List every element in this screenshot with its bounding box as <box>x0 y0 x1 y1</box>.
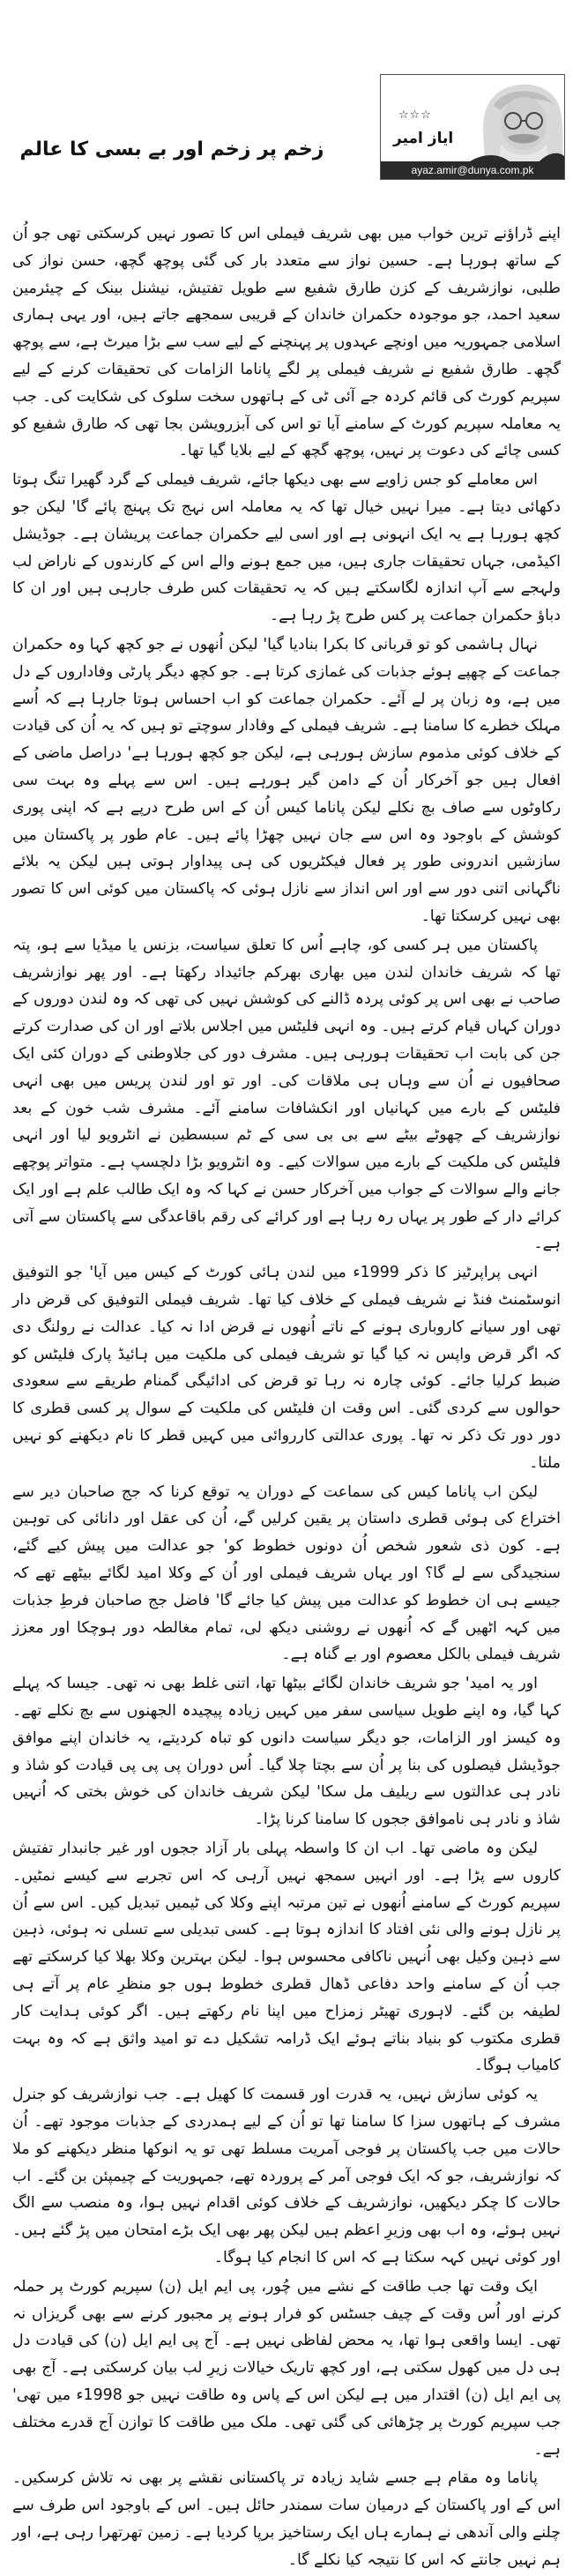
article-paragraph: پاناما وہ مقام ہے جسے شاید زیادہ تر پاکستانی نقشے پر بھی نہ تلاش کرسکیں۔ اس کے اور پاکستان کے درمیان سات سمندر حائل ہیں۔ اس کے باوجود اس طرف سے چلنے والی آندھی نے ہمارے ہاں ایک رستاخیز برپا کردیا ہے۔ زمین تھرتھرا رہی ہے، اور ہم نہیں جانتے کہ اس کا نتیجہ کیا نکلے گا۔ <box>12 2469 561 2569</box>
article-paragraph: پاکستان میں ہر کسی کو، چاہے اُس کا تعلق سیاست، بزنس یا میڈیا سے ہو، پتہ تھا کہ شریف خاندان لندن میں بھاری بھرکم جائیداد رکھتا ہے۔ اور پھر نوازشریف صاحب نے بھی اس پر کوئی پردہ ڈالنے کی کوشش نہیں کی تھی کہ وہ لندن دوروں کے دوران کہاں قیام کرتے ہیں۔ وہ انہی فلیٹس میں اجلاس بلاتے اور ان کی صدارت کرتے جن کی بابت اب تحقیقات ہورہی ہیں۔ مشرف دور کی جلاوطنی کے دوران کئی ایک صحافیوں نے اُن سے وہاں ہی ملاقات کی۔ اور تو اور لندن پریس میں بھی انہی فلیٹس کے بارے میں کہانیاں اور انکشافات سامنے آئے۔ مشرف شب خون کے بعد نوازشریف کے چھوٹے بیٹے سے بی بی سی کے ٹم سبسطین نے انٹرویو لیا اور انہی فلیٹس کی ملکیت کے بارے میں سوالات کیے۔ وہ انٹرویو بڑا دلچسپ ہے۔ متواتر پوچھے جانے والے سوالات کے جواب میں آخرکار حسن نے کہا کہ وہ ایک طالب علم ہے اور ایک کرائے دار کے طور پر یہاں رہ رہا ہے اور کرائے کی رقم باقاعدگی سے پاکستان سے آتی ہے۔ <box>12 936 561 1253</box>
author-email[interactable]: ayaz.amir@dunya.com.pk <box>381 161 564 179</box>
article-title: زخم پر زخم اور بے بسی کا عالم <box>19 138 324 161</box>
article-body <box>12 220 561 2576</box>
rating-stars-icon: ☆☆☆ <box>398 108 432 122</box>
article-paragraph: اپنے ڈراؤنے ترین خواب میں بھی شریف فیملی اس کا تصور نہیں کرسکتی تھی جو اُن کے ساتھ ہورہا ہے۔ حسین نواز سے متعدد بار کی گئی پوچھ گچھ، حسن نواز کی طلبی، نوازشریف کے کزن طارق شفیع سے طویل تفتیش، نیشنل بینک کے چیئرمین سعید احمد، جو موجودہ حکمران خاندان کے قریبی سمجھے جاتے ہیں، اور یہی ہماری اسلامی جمہوریہ میں اونچے عہدوں پر پہنچنے کے لیے سب سے بڑا میرٹ ہے، سے پوچھ گچھ۔ طارق شفیع نے شریف فیملی پر لگے پاناما الزامات کی تحقیقات کرنے کے لیے سپریم کورٹ کی قائم کردہ جے آئی ٹی کے ہاتھوں سخت سلوک کی شکایت کی۔ جب یہ معاملہ سپریم کورٹ کے سامنے آیا تو اس کی آبزرویشن بجا تھی کہ طارق شفیع کو کسی چائے کی دعوت پر نہیں، پوچھ گچھ کے لیے بلایا گیا تھا۔ <box>12 225 561 460</box>
article-paragraph: انہی پراپرٹیز کا ذکر 1999ء میں لندن ہائی کورٹ کے کیس میں آیا' جو التوفیق انوسٹمنٹ فنڈ نے شریف فیملی کے خلاف کیا تھا۔ شریف فیملی التوفیق کی قرض دار تھی اور سیانے کاروباری ہونے کے ناتے اُنھوں نے قرض ادا نہ کیا۔ عدالت نے رولنگ دی کہ اگر قرض واپس نہ کیا گیا تو شریف فیملی کی ملکیت میں ہائیڈ پارک فلیٹس کو ضبط کرلیا جائے۔ کوئی چارہ نہ رہا تو قرض کی ادائیگی گمنام طریقے سے سعودی حوالوں سے کردی گئی۔ اس وقت ان فلیٹس کی ملکیت کے سوال پر کسی قطری کا دور دور تک ذکر نہ تھا۔ پوری عدالتی کارروائی میں کہیں قطر کا نام دیکھنے کو نہیں ملتا۔ <box>12 1264 561 1472</box>
author-byline-box <box>380 74 565 180</box>
article-paragraph: لیکن وہ ماضی تھا۔ اب ان کا واسطہ پہلی بار آزاد ججوں اور غیر جانبدار تفتیش کاروں سے پڑا ہے۔ اور انہیں سمجھ نہیں آرہی کہ اس تجربے سے کیسے نمٹیں۔ سپریم کورٹ کے سامنے اُنھوں نے تین مرتبہ اپنے وکلا کی ٹیمیں تبدیل کیں۔ اس سے اُن پر نازل ہونے والی نئی افتاد کا اندازہ ہوتا ہے۔ کسی تبدیلی سے تسلی نہ ہوئی، ذہین سے ذہین وکیل بھی اُنہیں ناکافی محسوس ہوا۔ لیکن بہترین وکلا بھلا کیا کرسکتے تھے جب اُن کے سامنے واحد دفاعی ڈھال قطری خطوط ہوں جو منظرِ عام پر آتے ہی لطیفہ بن گئے۔ لاہوری تھیٹر زمزاح میں اپنا نام رکھتے ہیں۔ اگر کوئی ہدایت کار قطری مکتوب کو بنیاد بناتے ہوئے ایک ڈرامہ تشکیل دے تو امید واثق ہے کہ وہ بہت کامیاب ہوگا۔ <box>12 1840 561 2075</box>
article-paragraph: یہ کوئی سازش نہیں، یہ قدرت اور قسمت کا کھیل ہے۔ جب نوازشریف کو جنرل مشرف کے ہاتھوں سزا کا سامنا تھا تو اُن کے لیے ہمدردی کے جذبات موجود تھے۔ اُن حالات میں جب پاکستان پر فوجی آمریت مسلط تھی تو یہ انوکھا منظر دیکھنے کو ملا کہ نوازشریف، جو کہ ایک فوجی آمر کے پروردہ تھے، جمہوریت کے چیمپئن بن گئے۔ اب حالات کا چکر دیکھیں، نوازشریف کے خلاف کوئی اقدام نہیں ہوا، وہ منصب سے الگ نہیں ہوئے، وہ اب بھی وزیرِ اعظم ہیں لیکن پھر بھی ایک بڑے امتحان میں پڑ گئے ہیں۔ اور کوئی نہیں کہہ سکتا ہے کہ اس کا انجام کیا ہوگا۔ <box>12 2086 561 2266</box>
article-paragraph: ایک وقت تھا جب طاقت کے نشے میں چُور، پی ایم ایل (ن) سپریم کورٹ پر حملہ کرنے اور اُس وقت کے چیف جسٹس کو فرار ہونے پر مجبور کرنے سے بھی گریزاں نہ تھی۔ ایسا واقعی ہوا تھا، یہ محض لفاظی نہیں ہے۔ آج پی ایم ایل (ن) کی قیادت دل ہی دل میں کھول سکتی ہے، اور کچھ تاریک خیالات زیرِ لب بیان کرسکتی ہے۔ آج بھی پی ایم ایل (ن) اقتدار میں ہے لیکن اس کے پاس وہ طاقت نہیں جو 1998ء میں تھی' جب سپریم کورٹ پر چڑھائی کی گئی تھی۔ ملک میں طاقت کا توازن آج قدرے مختلف ہے۔ <box>12 2277 561 2459</box>
article-paragraph: اور یہ امید' جو شریف خاندان لگائے بیٹھا تھا، اتنی غلط بھی نہ تھی۔ جیسا کہ پہلے کہا گیا، وہ اپنے طویل سیاسی سفر میں کہیں زیادہ پیچیدہ الجھنوں سے بچ نکلے تھے۔ وہ کیسز اور الزامات، جو دیگر سیاست دانوں کو تباہ کردیتے، یہ خاندان اپنے موافق جوڈیشل فیصلوں کی بنا پر اُن سے بچتا چلا گیا۔ اُس دوران پی پی پی قیادت کو شاذ و نادر ہی عدالتوں سے ریلیف مل سکا' لیکن شریف خاندان کی خوش بختی کہ اُنہیں شاذ و نادر ہی ناموافق ججوں کا سامنا کرنا پڑا۔ <box>12 1675 561 1829</box>
article-paragraph: اس معاملے کو جس زاویے سے بھی دیکھا جائے، شریف فیملی کے گرد گھیرا تنگ ہوتا دکھائی دیتا ہے۔ میرا نہیں خیال تھا کہ یہ معاملہ اس نہج تک پہنچ پائے گا' لیکن جو کچھ ہورہا ہے یہ ایک انہونی ہے اور اسی لیے حکمران جماعت پریشان ہے۔ جوڈیشل اکیڈمی، جہاں تحقیقات جاری ہیں، میں جمع ہونے والے اس کے کارندوں کے ناراض لب ولہجے سے آپ اندازہ لگاسکتے ہیں کہ یہ تحقیقات کس طرف جارہی ہیں اور ان کا دباؤ حکمران جماعت پر کس طرح پڑ رہا ہے۔ <box>12 471 561 625</box>
article-header <box>0 0 573 212</box>
article-paragraph: لیکن اب پاناما کیس کی سماعت کے دوران یہ توقع کرنا کہ جج صاحبان دیر سے اختراع کی ہوئی قطری داستان پر یقین کرلیں گے، اُن کی عقل اور دانائی کی توہین ہے۔ کون ذی شعور شخص اُن دونوں خطوط کو' جو عدالت میں پیش کیے گئے، سنجیدگی سے لے گا؟ اور یہاں شریف فیملی اور اُن کے وکلا امید لگائے بیٹھے تھے کہ جیسے ہی ان خطوط کو عدالت میں پیش کیا جائے گا' فاضل جج صاحبان فرطِ جذبات میں کہہ اٹھیں گے کہ اُنھوں نے روشنی دیکھ لی، تمام مغالطہ دور ہوچکا اور معزز شریف فیملی بالکل معصوم اور بے گناہ ہے۔ <box>12 1482 561 1664</box>
article-paragraph: نہال ہاشمی کو تو قربانی کا بکرا بنادیا گیا' لیکن اُنھوں نے جو کچھ کہا وہ حکمران جماعت کے چھپے ہوئے جذبات کی غمازی کرتا ہے۔ جو کچھ دیگر پارٹی وفاداروں کے دل میں ہے، وہ زبان پر لے آئے۔ حکمران جماعت کو اب احساس ہوتا جارہا ہے کہ اُسے مہلک خطرے کا سامنا ہے۔ شریف فیملی کے وفادار سوچتے تو ہیں کہ یہ اُن کی قیادت کے خلاف کوئی مذموم سازش ہورہی ہے، لیکن جو کچھ ہورہا ہے' دراصل ماضی کے افعال ہیں جو آخرکار اُن کے دامن گیر ہورہے ہیں۔ اس سے پہلے وہ بہت سی رکاوٹوں سے صاف بچ نکلے لیکن پاناما کیس اُن کے اس طرح درپے ہے کہ اپنی پوری کوشش کے باوجود وہ اس سے جان نہیں چھڑا پائے ہیں۔ عام طور پر پاکستان میں سازشیں اندرونی طور پر فعال فیکٹریوں کی ہی پیداوار ہوتی ہیں لیکن یہ بلائے ناگہانی اتنی دور سے اور اس انداز سے نازل ہوئی کہ پاکستان میں کوئی اس کا تصور بھی نہیں کرسکتا تھا۔ <box>12 635 561 925</box>
author-portrait-icon <box>450 75 564 163</box>
author-name: ایاز امیر <box>393 130 454 147</box>
